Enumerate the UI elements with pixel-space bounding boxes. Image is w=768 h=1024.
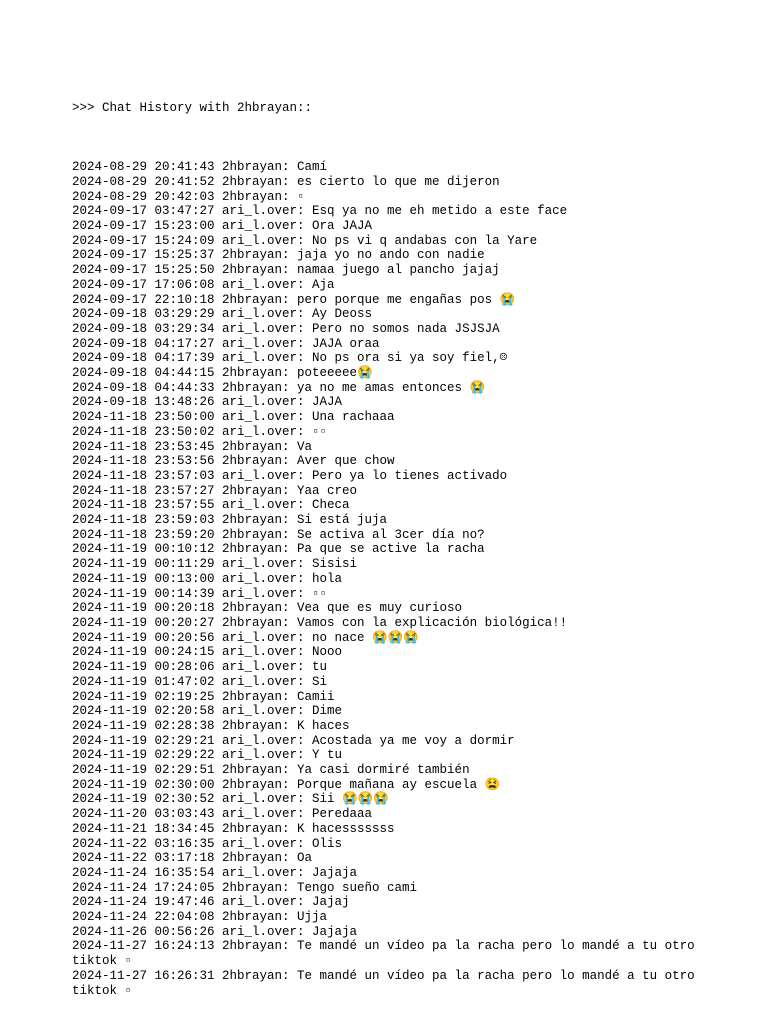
message-line: 2024-11-19 00:24:15 ari_l.over: Nooo: [72, 645, 343, 660]
message-line: 2024-09-18 03:29:34 ari_l.over: Pero no somos nada JSJSJA: [72, 321, 500, 336]
message-line: 2024-11-22 03:16:35 ari_l.over: Olis: [72, 836, 343, 851]
message-line: 2024-11-19 00:11:29 ari_l.over: Sisisi: [72, 557, 358, 572]
message-line: 2024-11-19 00:10:12 2hbrayan: Pa que se active la racha: [72, 542, 485, 557]
message-line: 2024-11-24 19:47:46 ari_l.over: Jajaj: [72, 895, 350, 910]
message-line: 2024-11-19 02:28:38 2hbrayan: K haces: [72, 718, 350, 733]
message-line: 2024-11-19 02:29:51 2hbrayan: Ya casi dormiré también: [72, 763, 470, 778]
message-line: 2024-11-18 23:53:45 2hbrayan: Va: [72, 439, 313, 454]
message-line: 2024-11-19 02:30:00 2hbrayan: Porque mañana ay escuela 😫: [72, 777, 501, 792]
message-line: 2024-11-24 17:24:05 2hbrayan: Tengo sueño cami: [72, 880, 418, 895]
message-line: 2024-09-17 17:06:08 ari_l.over: Aja: [72, 277, 335, 292]
message-line: 2024-11-19 01:47:02 ari_l.over: Si: [72, 674, 328, 689]
message-line: 2024-09-18 04:17:39 ari_l.over: No ps ora si ya soy fiel,☹: [72, 351, 508, 366]
message-line: 2024-11-21 18:34:45 2hbrayan: K hacesssssss: [72, 821, 395, 836]
message-line: 2024-11-19 02:29:22 ari_l.over: Y tu: [72, 748, 343, 763]
message-line: 2024-11-19 02:20:58 ari_l.over: Dime: [72, 704, 343, 719]
message-line: 2024-11-27 16:24:13 2hbrayan: Te mandé un vídeo pa la racha pero lo mandé a tu otro tiktok ▫: [72, 939, 703, 969]
message-line: 2024-11-19 02:30:52 ari_l.over: Sii 😭😭😭: [72, 792, 389, 807]
message-line: 2024-09-18 04:44:15 2hbrayan: poteeeee😭: [72, 366, 373, 381]
message-line: 2024-11-19 00:20:18 2hbrayan: Vea que es muy curioso: [72, 601, 463, 616]
message-line: 2024-09-18 04:44:33 2hbrayan: ya no me amas entonces 😭: [72, 380, 486, 395]
message-line: 2024-11-24 16:35:54 ari_l.over: Jajaja: [72, 865, 358, 880]
chat-history-title: >>> Chat History with 2hbrayan::: [72, 101, 313, 116]
message-line: 2024-09-17 15:24:09 ari_l.over: No ps vi q andabas con la Yare: [72, 233, 538, 248]
message-list: [72, 160, 712, 998]
message-line: 2024-09-18 03:29:29 ari_l.over: Ay Deoss: [72, 307, 373, 322]
message-line: 2024-09-17 15:23:00 ari_l.over: Ora JAJA: [72, 219, 373, 234]
message-line: 2024-11-19 00:20:27 2hbrayan: Vamos con la explicación biológica!!: [72, 616, 568, 630]
message-line: 2024-11-24 22:04:08 2hbrayan: Ujja: [72, 910, 328, 925]
message-line: 2024-11-19 00:28:06 ari_l.over: tu: [72, 660, 328, 675]
message-line: 2024-11-18 23:59:20 2hbrayan: Se activa al 3cer día no?: [72, 527, 485, 542]
message-line: 2024-08-29 20:41:43 2hbrayan: Camí: [72, 160, 328, 175]
message-line: 2024-09-17 22:10:18 2hbrayan: pero porque me engañas pos 😭: [72, 292, 516, 307]
message-line: 2024-11-27 16:26:31 2hbrayan: Te mandé un vídeo pa la racha pero lo mandé a tu otro tiktok ▫: [72, 968, 703, 998]
message-line: 2024-11-18 23:50:02 ari_l.over: ▫▫: [72, 424, 328, 439]
message-line: 2024-11-20 03:03:43 ari_l.over: Peredaaa: [72, 807, 373, 822]
chat-history-document: [72, 72, 712, 1013]
message-line: 2024-11-18 23:59:03 2hbrayan: Si está juja: [72, 513, 388, 528]
message-line: 2024-11-19 00:14:39 ari_l.over: ▫▫: [72, 586, 328, 601]
message-line: 2024-09-17 03:47:27 ari_l.over: Esq ya no me eh metido a este face: [72, 204, 568, 219]
message-line: 2024-11-18 23:57:27 2hbrayan: Yaa creo: [72, 483, 358, 498]
message-line: 2024-11-19 00:20:56 ari_l.over: no nace 😭😭😭: [72, 630, 419, 645]
message-line: 2024-09-18 04:17:27 ari_l.over: JAJA oraa: [72, 336, 380, 351]
message-line: 2024-11-19 00:13:00 ari_l.over: hola: [72, 571, 343, 586]
message-line: 2024-09-17 15:25:37 2hbrayan: jaja yo no ando con nadie: [72, 248, 485, 263]
message-line: 2024-09-18 13:48:26 ari_l.over: JAJA: [72, 395, 343, 410]
message-line: 2024-11-26 00:56:26 ari_l.over: Jajaja: [72, 924, 358, 939]
message-line: 2024-11-19 02:29:21 ari_l.over: Acostada ya me voy a dormir: [72, 733, 515, 748]
message-line: 2024-11-18 23:53:56 2hbrayan: Aver que chow: [72, 454, 395, 469]
message-line: 2024-09-17 15:25:50 2hbrayan: namaa juego al pancho jajaj: [72, 263, 500, 278]
message-line: 2024-08-29 20:41:52 2hbrayan: es cierto lo que me dijeron: [72, 174, 500, 189]
message-line: 2024-11-18 23:50:00 ari_l.over: Una rachaaa: [72, 410, 395, 425]
message-line: 2024-11-22 03:17:18 2hbrayan: Oa: [72, 851, 313, 866]
message-line: 2024-11-18 23:57:03 ari_l.over: Pero ya lo tienes activado: [72, 468, 508, 483]
message-line: 2024-08-29 20:42:03 2hbrayan: ▫: [72, 189, 305, 204]
message-line: 2024-11-18 23:57:55 ari_l.over: Checa: [72, 498, 350, 513]
message-line: 2024-11-19 02:19:25 2hbrayan: Camii: [72, 689, 335, 704]
